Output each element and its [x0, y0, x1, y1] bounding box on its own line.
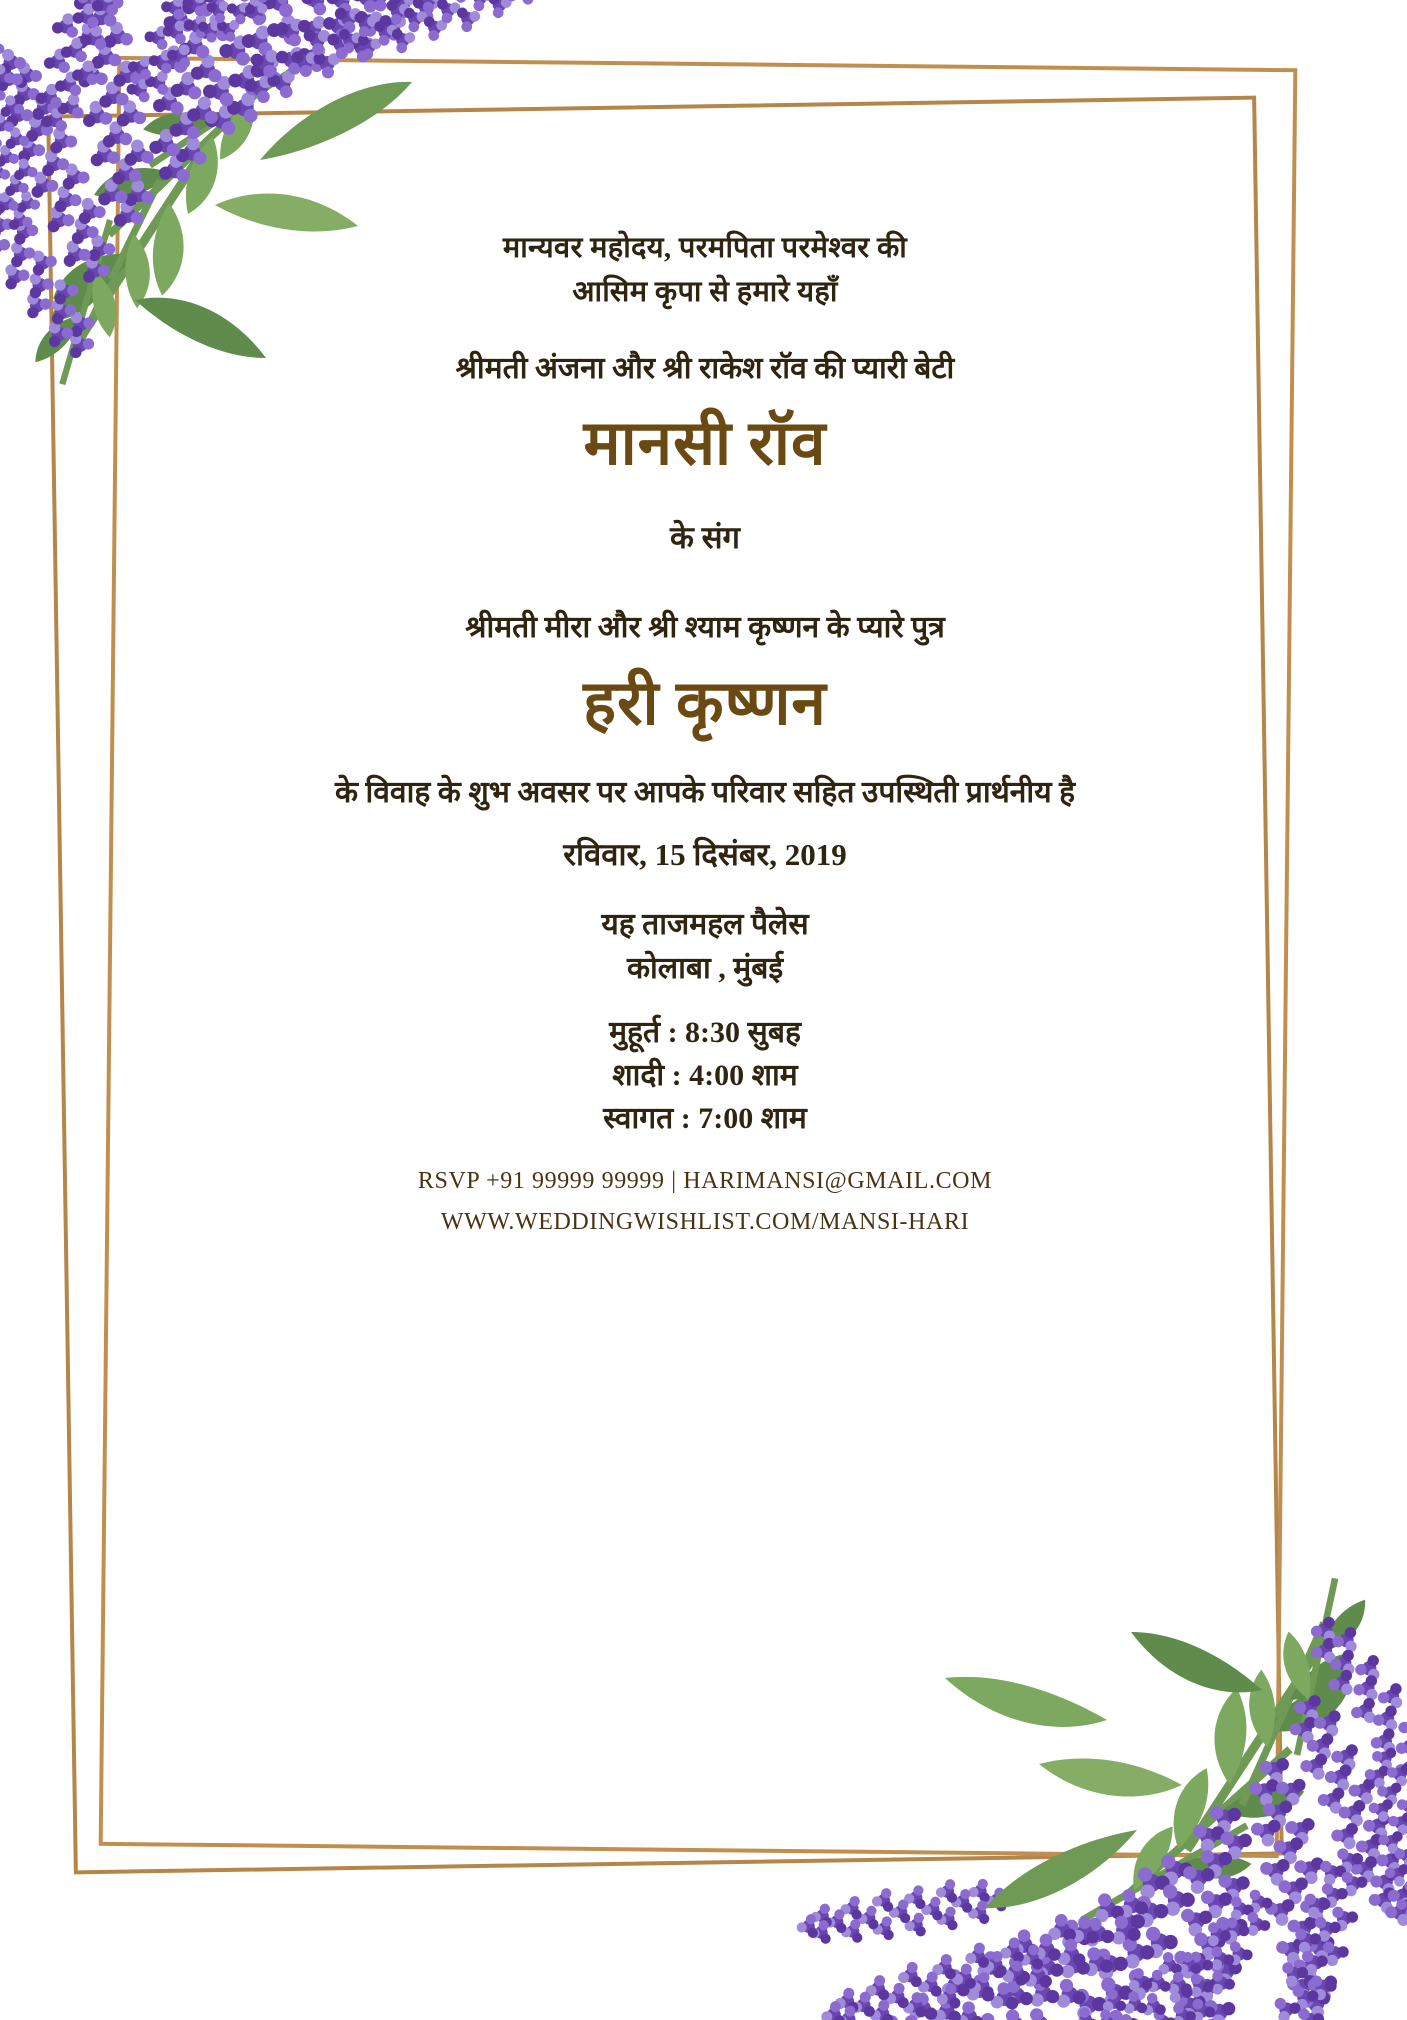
- rsvp-contact-line: RSVP +91 99999 99999 | HARIMANSI@GMAIL.COM: [417, 1168, 993, 1194]
- invitation-request-line: के विवाह के शुभ अवसर पर आपके परिवार सहित उपस्थिती प्रार्थनीय है: [334, 776, 1076, 809]
- groom-parents-line: श्रीमती मीरा और श्री श्याम कृष्णन के प्यारे पुत्र: [465, 611, 945, 644]
- salutation-line-2: आसिम कृपा से हमारे यहाँ: [572, 276, 838, 308]
- wedding-date: रविवार, 15 दिसंबर, 2019: [563, 837, 847, 872]
- groom-name: हरी कृष्णन: [583, 670, 827, 738]
- venue-line-1: यह ताजमहल पैलेस: [601, 908, 809, 941]
- bride-name: मानसी राॅव: [583, 410, 827, 478]
- timing-wedding: शादी : 4:00 शाम: [612, 1059, 798, 1092]
- venue-line-2: कोलाबा , मुंबई: [626, 952, 784, 985]
- timing-reception: स्वागत : 7:00 शाम: [603, 1102, 807, 1135]
- salutation-line-1: मान्यवर महोदय, परमपिता परमेश्वर की: [502, 232, 908, 264]
- bride-parents-line: श्रीमती अंजना और श्री राकेश राॅव की प्यारी बेटी: [455, 352, 955, 385]
- timing-muhurat: मुहूर्त : 8:30 सुबह: [609, 1016, 801, 1049]
- wedding-website-line: WWW.WEDDINGWISHLIST.COM/MANSI-HARI: [440, 1209, 970, 1235]
- conjunction-text: के संग: [670, 520, 740, 555]
